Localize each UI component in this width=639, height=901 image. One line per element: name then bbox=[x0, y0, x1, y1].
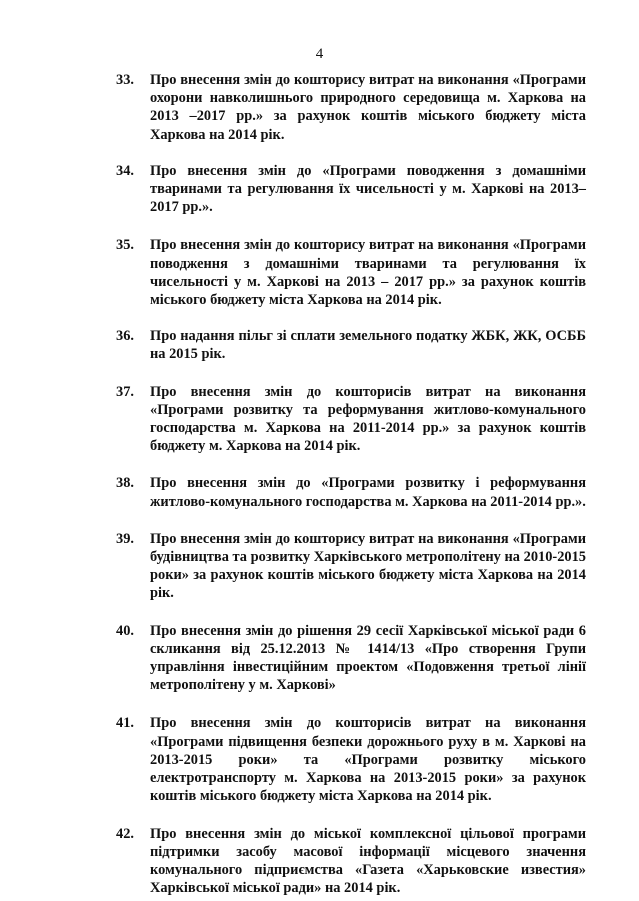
agenda-item-number: 36. bbox=[116, 328, 134, 345]
agenda-item-text: Про надання пільг зі сплати земельного податку ЖБК, ЖК, ОСББ на 2015 рік. bbox=[150, 328, 586, 363]
page-number: 4 bbox=[315, 46, 324, 62]
agenda-item-text: Про внесення змін до кошторису витрат на виконання «Програми охорони навколишнього природного середовища м. Харкова на 2013 –2017 рр.» за рахунок коштів міського бюджету міста Харкова на 2014 рік. bbox=[150, 72, 586, 143]
agenda-item bbox=[116, 327, 586, 363]
agenda-item bbox=[116, 714, 586, 805]
agenda-item bbox=[116, 622, 586, 695]
agenda-item-number: 34. bbox=[116, 162, 134, 179]
agenda-item-text: Про внесення змін до рішення 29 сесії Харківської міської ради 6 скликання від 25.12.2013 № 1414/13 «Про створення Групи управління інвестиційним проектом «Подовження третьої лінії метрополітену у м. Харкові» bbox=[150, 622, 586, 694]
agenda-item-text: Про внесення змін до «Програми розвитку і реформування житлово-комунального господарства м. Харкова на 2011-2014 рр.». bbox=[150, 475, 586, 510]
agenda-item-text: Про внесення змін до кошторису витрат на виконання «Програми будівництва та розвитку Харківського метрополітену на 2010-2015 роки» за рахунок коштів міського бюджету міста Харкова на 2014 рік. bbox=[150, 530, 586, 602]
agenda-item bbox=[116, 825, 586, 898]
agenda-item-text: Про внесення змін до «Програми поводження з домашніми тваринами та регулювання їх чисельності у м. Харкові на 2013–2017 рр.». bbox=[150, 162, 586, 216]
agenda-item-number: 37. bbox=[116, 383, 134, 400]
agenda-item-number: 39. bbox=[116, 530, 134, 547]
agenda-item-number: 33. bbox=[116, 72, 134, 88]
agenda-item-number: 35. bbox=[116, 237, 134, 254]
agenda-item bbox=[116, 383, 586, 456]
agenda-item-text: Про внесення змін до кошторису витрат на виконання «Програми поводження з домашніми тваринами та регулювання їх чисельності у м. Харкові на 2013 – 2017 рр.» за рахунок коштів міського бюджету міста Харкова на 2014 рік. bbox=[150, 237, 586, 309]
agenda-item-number: 38. bbox=[116, 475, 134, 492]
agenda-item-text: Про внесення змін до кошторисів витрат на виконання «Програми підвищення безпеки дорожнього руху в м. Харкові на 2013-2015 роки» та «Програми розвитку міського електротранспорту м. Харкова на 2013-2015 роки» за рахунок коштів міського бюджету міста Харкова на 2014 рік. bbox=[150, 715, 586, 805]
agenda-item-number: 42. bbox=[116, 825, 134, 842]
agenda-item-text: Про внесення змін до міської комплексної цільової програми підтримки засобу масової інформації місцевого значення комунального підприємства «Газета «Харьковские известия» Харківської міської ради» на 2014 рік. bbox=[150, 825, 586, 897]
agenda-item-number: 40. bbox=[116, 622, 134, 639]
agenda-item-number: 41. bbox=[116, 715, 134, 732]
agenda-item bbox=[116, 71, 586, 144]
agenda-list bbox=[116, 71, 586, 897]
agenda-item bbox=[116, 236, 586, 309]
agenda-item-text: Про внесення змін до кошторисів витрат на виконання «Програми розвитку та реформування житлово-комунального господарства м. Харкова на 2011-2014 рр.» за рахунок коштів бюджету м. Харкова на 2014 рік. bbox=[150, 383, 586, 455]
agenda-item bbox=[116, 162, 586, 217]
agenda-item bbox=[116, 474, 586, 510]
agenda-item bbox=[116, 530, 586, 603]
